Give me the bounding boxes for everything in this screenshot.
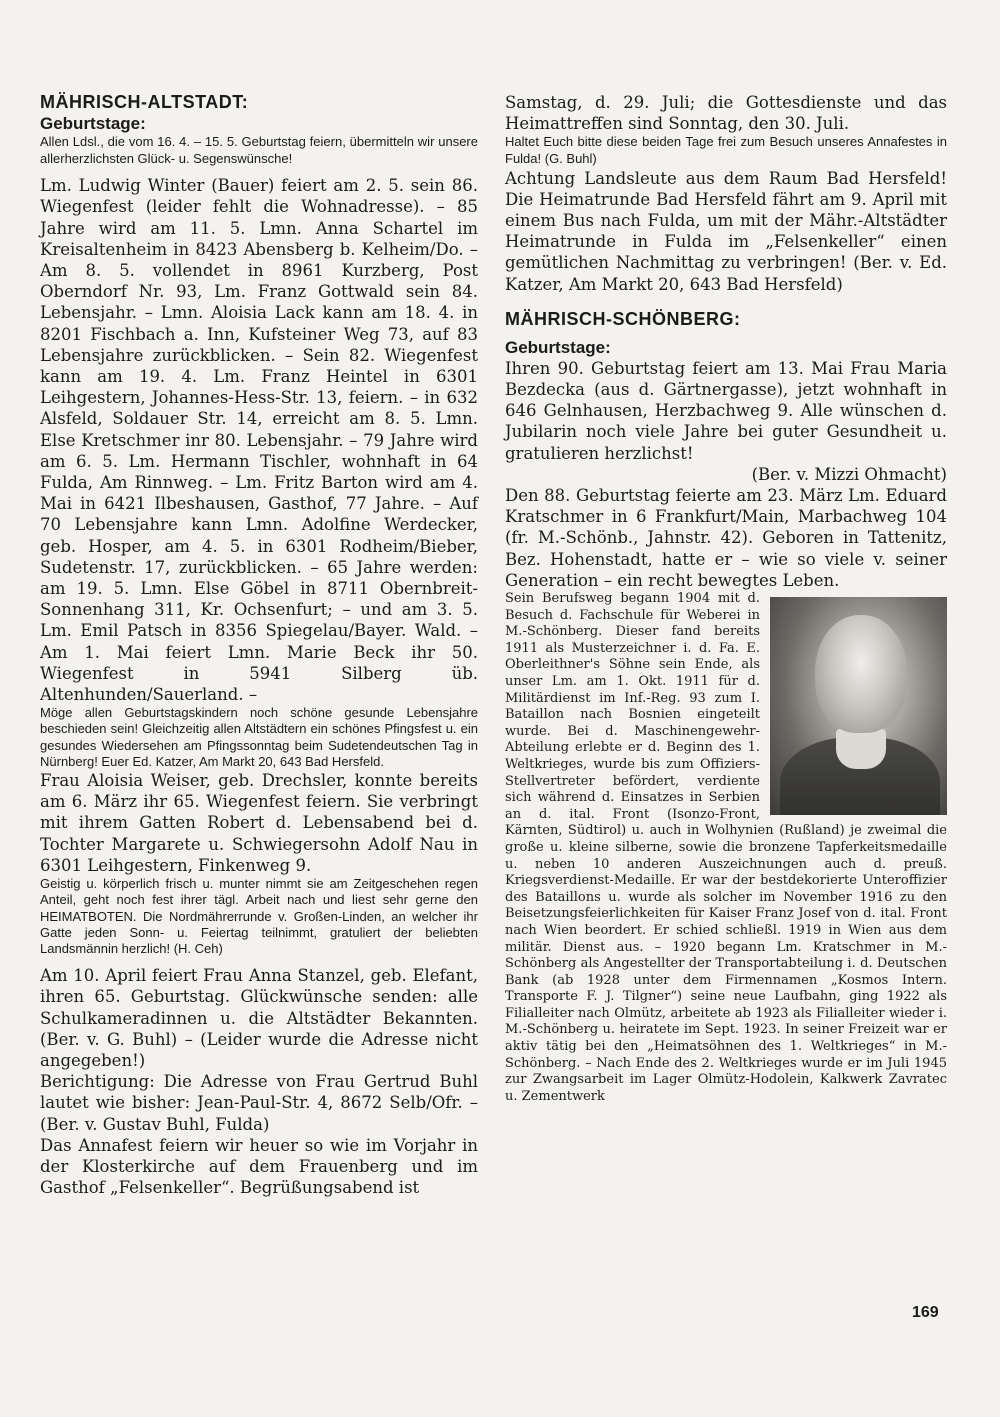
section-heading-altstadt: MÄHRISCH-ALTSTADT:	[40, 92, 249, 112]
weiser-paragraph: Frau Aloisia Weiser, geb. Drechsler, konnte bereits am 6. März ihr 65. Wiegenfest feiern. Sie verbringt mit ihrem Gatten Robert d. Lebensabend bei d. Tochter Margarete u. Schwiegersohn Adolf Nau in 6301 Leihgestern, Finkenweg 9.	[40, 771, 478, 875]
greeting-paragraph: Möge allen Geburtstagskindern noch schöne gesunde Lebensjahre beschieden sein! Gleichzeitig allen Altstädtern ein schönes Pfingsfest u. ein gesundes Wiedersehen am Pfingssonntag beim Sudetendeutschen Tag in Nürnberg! Euer Ed. Katzer, Am Markt 20, 643 Bad Hersfeld.	[40, 705, 478, 769]
section-subheading-birthdays: Geburtstage:	[40, 114, 146, 133]
birthdays-paragraph: Lm. Ludwig Winter (Bauer) feiert am 2. 5. sein 86. Wiegenfest (leider fehlt die Wohnadresse). – 85 Jahre wird am 11. 5. Lmn. Anna Schartel im Kreisaltenheim in 8423 Abensberg b. Kelheim/Do. – Am 8. 5. vollendet in 8961 Kurzberg, Post Oberndorf Nr. 93, Lm. Franz Gottwald sein 84. Lebensjahr. – Lmn. Aloisia Lack kann am 18. 4. in 8201 Fischbach a. Inn, Kufsteiner Weg 73, auf 83 Lebensjahre zurückblicken. – Sein 82. Wiegenfest kann am 19. 4. Lm. Franz Heintel in 6301 Leihgestern, Johannes-Hess-Str. 13, feiern. – in 632 Alsfeld, Soldauer Str. 14, erreicht am 8. 5. Lmn. Else Kretschmer inr 80. Lebensjahr. – 79 Jahre wird am 6. 5. Lm. Hermann Tischler, wohnhaft in 64 Fulda, Am Rinnweg. – Lm. Fritz Barton wird am 4. Mai in 6421 Ilbeshausen, Gasthof, 77 Jahre. – Auf 70 Lebensjahre kann Lmn. Adolfine Werdecker, geb. Hosper, am 4. 5. in 6301 Rodheim/Bieber, Sudetenstr. 17, zurückblicken. – 65 Jahre werden: am 19. 5. Lmn. Else Göbel in 8711 Obernbreit-Sonnenhang 311, Kr. Ochsenfurt; – und am 3. 5. Lm. Emil Patsch in 8356 Spiegelau/Bayer. Wald. – Am 1. Mai feiert Lmn. Marie Beck ihr 50. Wiegenfest in 5941 Silberg üb. Altenhunden/Sauerland. –	[40, 176, 478, 705]
bus-trip-paragraph: Achtung Landsleute aus dem Raum Bad Hersfeld! Die Heimatrunde Bad Hersfeld fährt am 9. April mit einem Bus nach Fulda, um mit der Mähr.-Altstädter Heimatrunde in Fulda im „Felsenkeller“ einen gemütlichen Nachmittag zu verbringen! (Ber. v. Ed. Katzer, Am Markt 20, 643 Bad Hersfeld)	[505, 168, 947, 294]
bezdecka-credit: (Ber. v. Mizzi Ohmacht)	[751, 464, 947, 484]
weiser-detail-paragraph: Geistig u. körperlich frisch u. munter nimmt sie am Zeitgeschehen regen Anteil, geht noch fest ihrer tägl. Arbeit nach und liest sehr gerne den HEIMATBOTEN. Die Nordmährerrunde v. Großen-Linden, an welcher ihr Gatte jeden Sonn- u. Feiertag teilnimmt, gratuliert der beliebten Landsmännin herzlich! (H. Ceh)	[40, 876, 478, 956]
portrait-photo	[770, 597, 947, 815]
stanzel-paragraph: Am 10. April feiert Frau Anna Stanzel, geb. Elefant, ihren 65. Geburtstag. Glückwünsche senden: alle Schulkameradinnen u. die Altstädter Bekannten. (Ber. v. G. Buhl) – (Leider wurde die Adresse nicht angegeben!)	[40, 966, 478, 1070]
correction-paragraph: Berichtigung: Die Adresse von Frau Gertrud Buhl lautet wie bisher: Jean-Paul-Str. 4, 8672 Selb/Ofr. – (Ber. v. Gustav Buhl, Fulda)	[40, 1072, 478, 1134]
annafest-continued-paragraph: Samstag, d. 29. Juli; die Gottesdienste und das Heimattreffen sind Sonntag, den 30. Juli.	[505, 93, 947, 134]
bezdecka-paragraph: Ihren 90. Geburtstag feiert am 13. Mai Frau Maria Bezdecka (aus d. Gärtnergasse), jetzt wohnhaft in 646 Gelnhausen, Herzbachweg 9. Alle wünschen d. Jubilarin noch viele Jahre bei guter Gesundheit u. gratulieren herzlichst!	[505, 358, 947, 463]
kratschmer-biography: Sein Berufsweg begann 1904 mit d. Besuch d. Fachschule für Weberei in M.-Schönberg. Dieser fand bereits 1911 als Musterzeichner i. d. Fa. E. Oberleithner's Söhne sein Ende, als unser Lm. am 1. Okt. 1911 für d. Militärdienst im Inf.-Reg. 93 zum I. Bataillon nach Bosnien eingeteilt wurde. Bei d. Maschinengewehr-Abteilung erlebte er d. Beginn des 1. Weltkrieges, wurde bis zum Offiziers-Stellvertreter befördert, verdiente sich während d. Einsatzes in Serbien an d. ital. Front (Isonzo-Front, Kärnten, Südtirol) u. auch in Wolhynien (Rußland) je zweimal die große u. kleine silberne, sowie die bronzene Tapferkeitsmedaille u. neben 10 anderen Auszeichnungen auch d. preuß. Kriegsverdienst-Medaille. Er war der bestdekorierte Unteroffizier des Bataillons u. wurde als solcher im November 1916 zu den Beisetzungsfeierlichkeiten für Kaiser Franz Josef von d. ital. Front nach Wien beordert. Er schied schließl. 1919 in Wien aus dem militär. Dienst aus. – 1920 begann Lm. Kratschmer in M.-Schönberg als Angestellter der Transportabteilung i. d. Deutschen Bank (ab 1928 unter dem Firmennamen „Kosmos Intern. Transporte F. J. Tilgner“) seine neue Laufbahn, ging 1922 als Filialleiter nach Olmütz, arbeitete ab 1923 als Filialleiter wieder i. M.-Schönberg u. heiratete im Sept. 1923. In seiner Freizeit war er aktiv tätig bei den „Heimatsöhnen des 1. Weltkrieges“ in M.-Schönberg. – Nach Ende des 2. Weltkrieges wurde er im Juli 1945 zur Zwangsarbeit im Lager Olmütz-Hodolein, Kalkwerk Zavratec u. Zementwerk	[505, 591, 947, 1104]
section-heading-schoenberg: MÄHRISCH-SCHÖNBERG:	[505, 308, 741, 329]
left-column	[40, 92, 478, 1198]
annafest-note: Haltet Euch bitte diese beiden Tage frei zum Besuch unseres Annafestes in Fulda! (G. Buhl)	[505, 134, 947, 166]
right-column	[505, 92, 947, 1105]
section-subheading-birthdays-2: Geburtstage:	[505, 337, 611, 357]
intro-paragraph: Allen Ldsl., die vom 16. 4. – 15. 5. Geburtstag feiern, übermitteln wir unsere allerherzlichsten Glück- u. Segenswünsche!	[40, 134, 478, 166]
page-number: 169	[912, 1304, 939, 1321]
kratschmer-paragraph: Den 88. Geburtstag feierte am 23. März Lm. Eduard Kratschmer in 6 Frankfurt/Main, Marbachweg 104 (fr. M.-Schönb., Jahnstr. 42). Geboren in Tattenitz, Bez. Hohenstadt, hatte er – wie so viele v. seiner Generation – ein recht bewegtes Leben.	[505, 486, 947, 590]
annafest-paragraph: Das Annafest feiern wir heuer so wie im Vorjahr in der Klosterkirche auf dem Frauenberg und im Gasthof „Felsenkeller“. Begrüßungsabend ist	[40, 1135, 478, 1198]
